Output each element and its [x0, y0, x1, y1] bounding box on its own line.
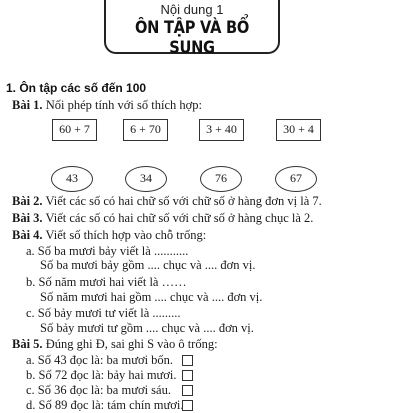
exercise-4-b-line2: Số năm mươi hai gồm .... chục và .... đơn vị. [40, 290, 263, 304]
answer-checkbox[interactable] [182, 400, 193, 411]
exercise-2-label: Bài 2. [12, 194, 43, 208]
exercise-5-item: b. Số 72 đọc là: bảy hai mươi. [26, 368, 177, 382]
exercise-4-c-line2: Số bảy mươi tư gồm .... chục và .... đơn vị. [40, 321, 254, 335]
exercise-3-text: Viết các số có hai chữ số với chữ số ở hàng chục là 2. [45, 211, 314, 225]
expression-box[interactable]: 30 + 4 [276, 119, 321, 141]
exercise-4-b-line1: b. Số năm mươi hai viết là …… [26, 275, 187, 289]
number-oval[interactable]: 34 [125, 166, 167, 192]
number-oval[interactable]: 43 [51, 166, 93, 192]
header-title: ÔN TẬP VÀ BỔ SUNG [134, 18, 250, 58]
exercise-4-c-line1: c. Số bảy mươi tư viết là ......... [26, 306, 181, 320]
exercise-1-text: Nối phép tính với số thích hợp: [45, 98, 202, 112]
answer-checkbox[interactable] [182, 370, 193, 381]
answer-checkbox[interactable] [182, 355, 193, 366]
expression-box[interactable]: 60 + 7 [52, 119, 97, 141]
number-oval[interactable]: 67 [275, 166, 317, 192]
exercise-4-a-line1: a. Số ba mươi bảy viết là ........... [26, 244, 189, 258]
exercise-5-label: Bài 5. [12, 337, 43, 351]
exercise-3 [12, 211, 313, 226]
expression-box[interactable]: 3 + 40 [199, 119, 244, 141]
number-oval[interactable]: 76 [200, 166, 242, 192]
exercise-5-item: a. Số 43 đọc là: ba mươi bốn. [26, 353, 174, 367]
exercise-1 [12, 98, 202, 113]
exercise-5-item: d. Số 89 đọc là: tám chín mươi. [26, 398, 184, 412]
exercise-3-label: Bài 3. [12, 211, 43, 225]
exercise-5-item: c. Số 36 đọc là: ba mươi sáu. [26, 383, 171, 397]
exercise-1-label: Bài 1. [12, 98, 43, 112]
exercise-5 [12, 337, 218, 352]
exercise-4-label: Bài 4. [12, 228, 43, 242]
answer-checkbox[interactable] [182, 385, 193, 396]
exercise-2 [12, 194, 322, 209]
exercise-4-a-line2: Số ba mươi bảy gồm .... chục và .... đơn vị. [40, 258, 256, 272]
expression-box[interactable]: 6 + 70 [123, 119, 168, 141]
exercise-5-text: Đúng ghi Đ, sai ghi S vào ô trống: [45, 337, 218, 351]
header-box [104, 0, 280, 58]
exercise-2-text: Viết các số có hai chữ số với chữ số ở hàng đơn vị là 7. [45, 194, 322, 208]
section-title: 1. Ôn tập các số đến 100 [6, 81, 147, 95]
header-subtitle: Nội dung 1 [160, 2, 224, 17]
exercise-4 [12, 228, 206, 243]
exercise-4-text: Viết số thích hợp vào chỗ trống: [45, 228, 207, 242]
